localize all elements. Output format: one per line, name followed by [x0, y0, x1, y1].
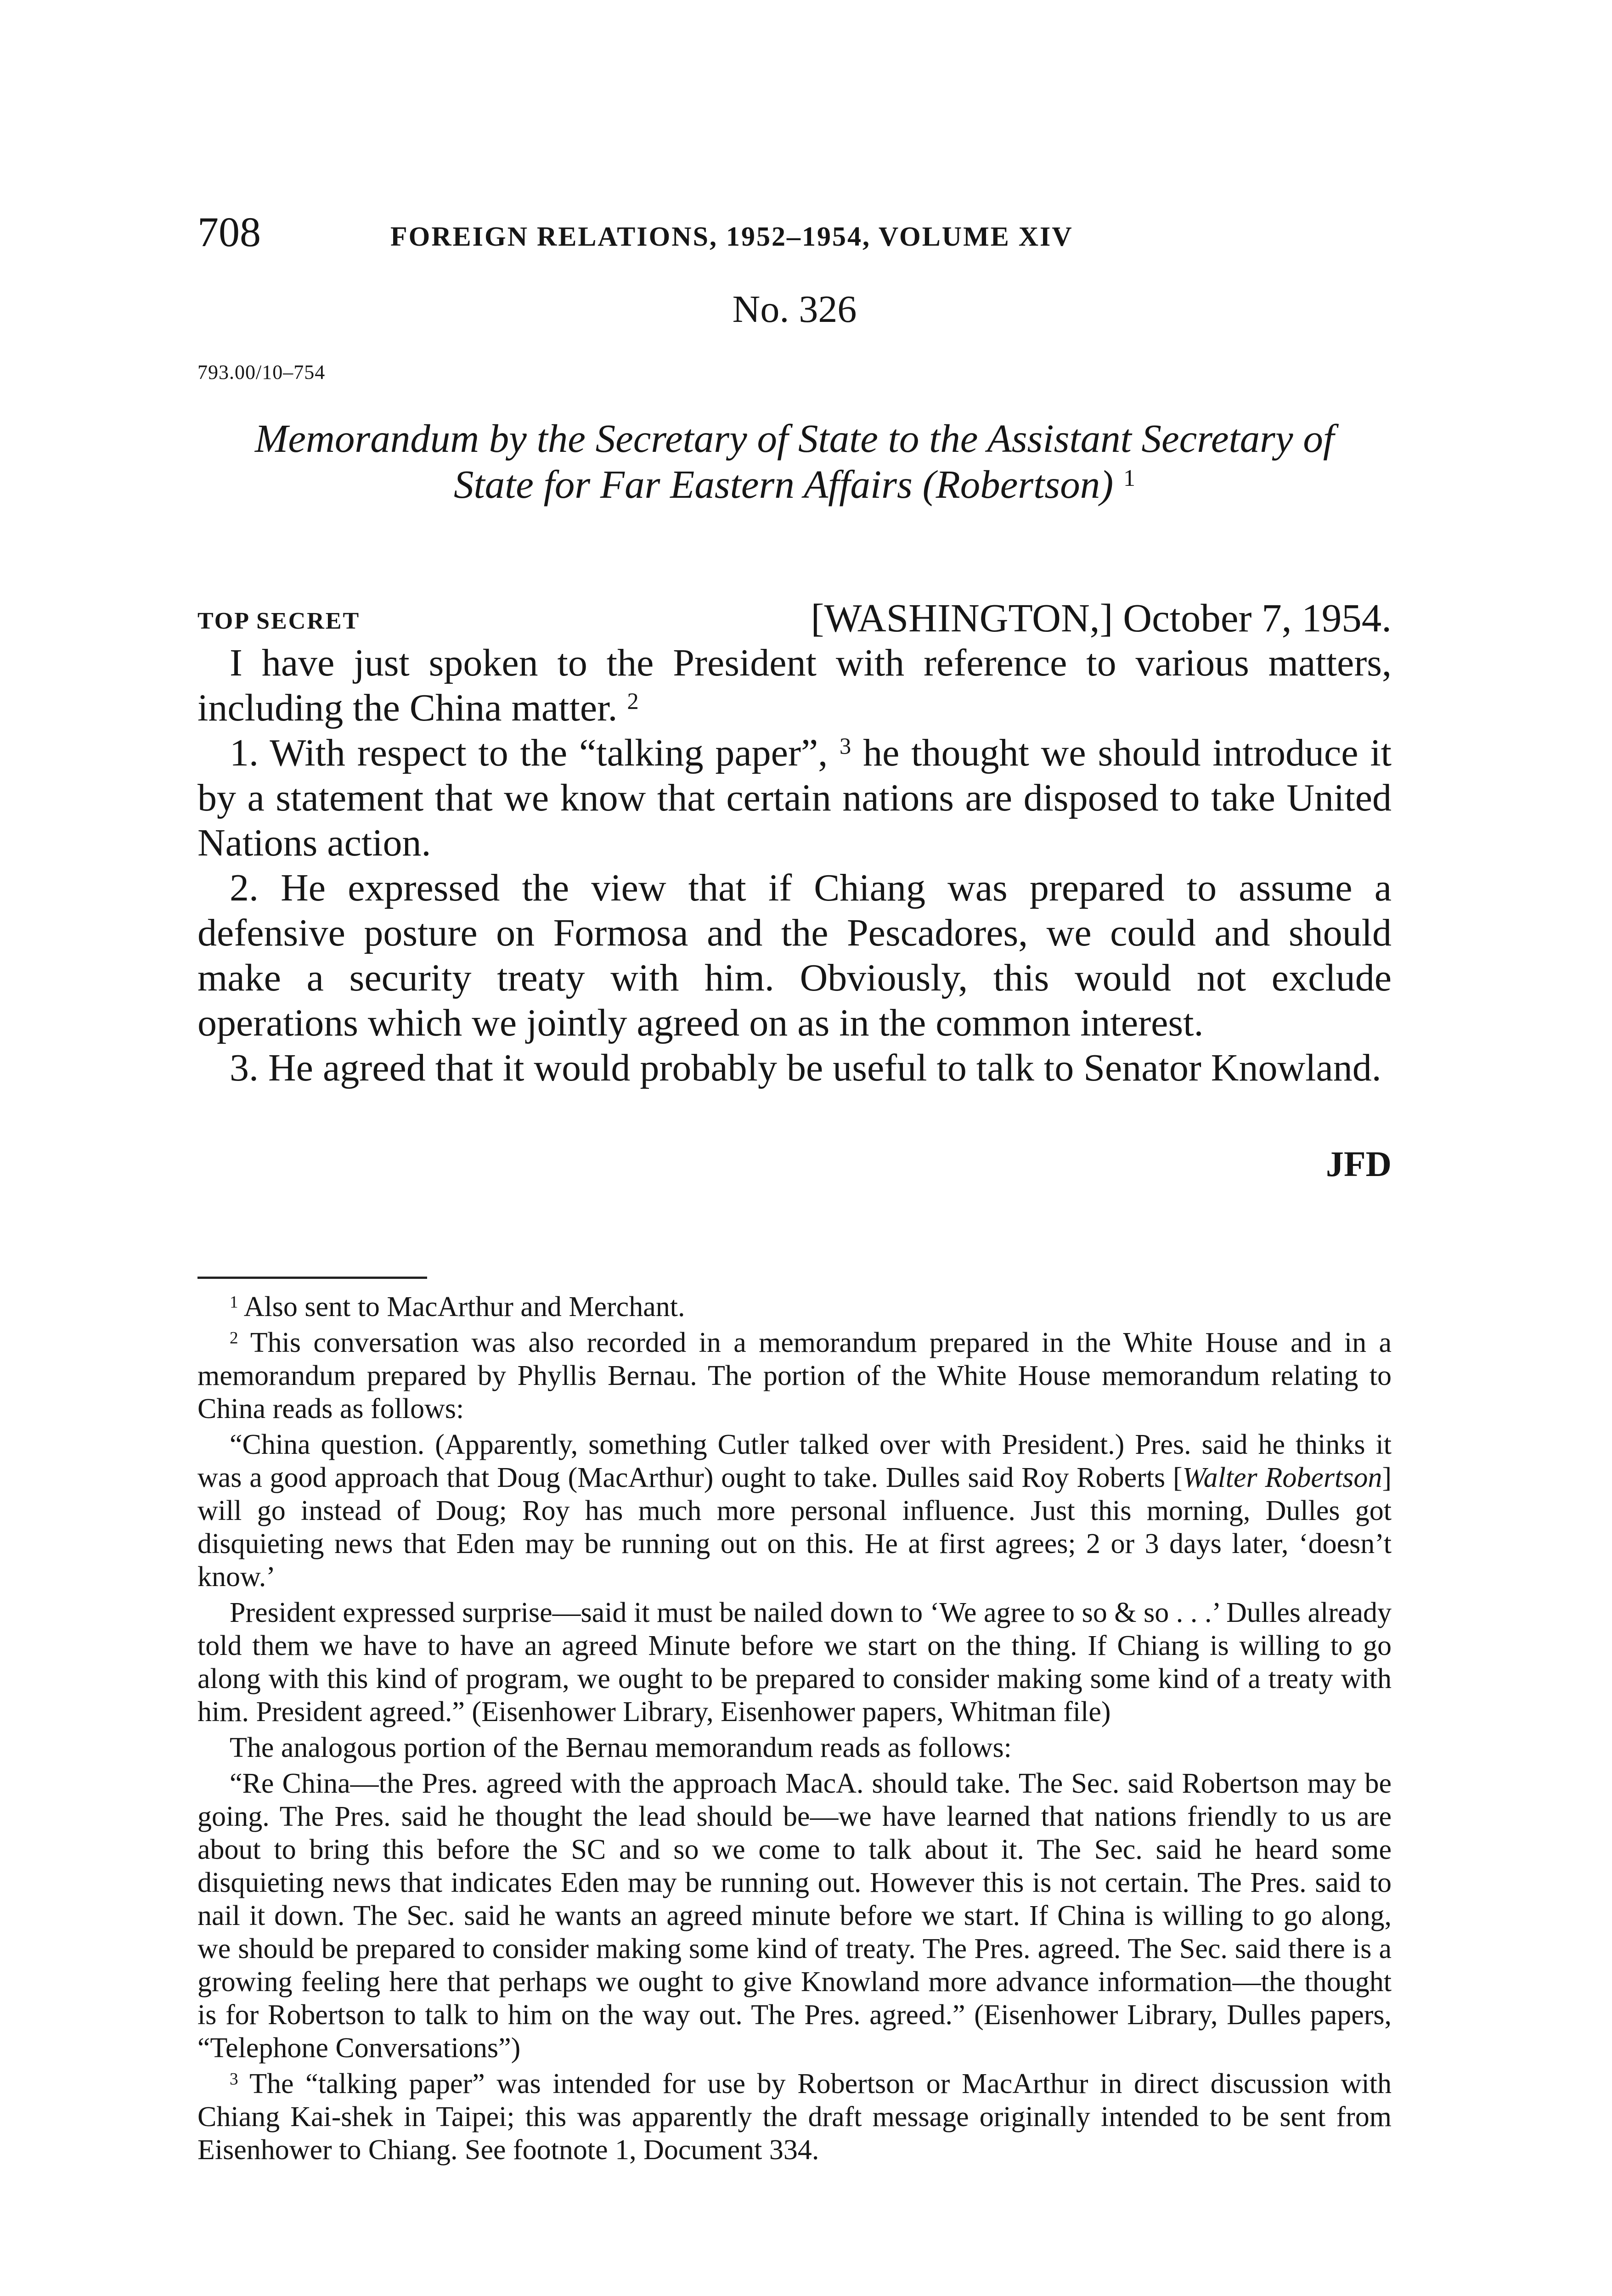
footnote-text: The “talking paper” was intended for use by Robertson or MacArthur in direct discussion with Chiang Kai-shek in Taipei; this was apparently the draft message originally intended to be sent from Eisenhower to Chiang. See footnote 1, Document 334. — [197, 2068, 1392, 2166]
footnote-mark: 1 — [230, 1293, 238, 1312]
title-line-2-text: State for Far Eastern Affairs (Robertson) — [453, 462, 1114, 506]
body-paragraph: 3. He agreed that it would probably be useful to talk to Senator Knowland. — [230, 1047, 1381, 1089]
footnote-2-quote: “Re China—the Pres. agreed with the approach MacA. should take. The Sec. said Robertson may be going. The Pres. said he thought the lead should be—we have learned that nations friendly to us are about to bring this before the SC and so we come to talk about it. The Sec. said he heard some disquieting news that indicates Eden may be running out. However this is not certain. The Pres. said to nail it down. The Sec. said he wants an agreed minute before we start. If China is willing to go along, we should be prepared to consider making some kind of treaty. The Pres. agreed. The Sec. said there is a growing feeling here that perhaps we ought to give Knowland more advance information—the thought is for Robertson to talk to him on the way out. The Pres. agreed.” (Eisenhower Library, Dulles papers, “Telephone Conversations”) — [197, 1768, 1392, 2064]
footnote-2 — [197, 1326, 1392, 1425]
running-title: FOREIGN RELATIONS, 1952–1954, VOLUME XIV — [390, 221, 1073, 252]
memo-body — [197, 641, 1392, 1091]
classification-line — [197, 595, 1392, 641]
title-footnote-ref[interactable]: 1 — [1123, 464, 1136, 491]
classification-label: TOP SECRET — [197, 608, 361, 634]
quote-text: “China question. (Apparently, something Cutler talked over with President.) Pres. said he thinks it was a good approach that Doug (MacArthur) ought to take. Dulles said Roy Roberts [ — [197, 1429, 1392, 1493]
footnote-2-quote — [197, 1428, 1392, 1593]
file-number: 793.00/10–754 — [197, 361, 326, 383]
page-number: 708 — [197, 208, 261, 255]
running-head — [197, 207, 1392, 257]
title-line-1: Memorandum by the Secretary of State to the Assistant Secretary of — [254, 416, 1335, 461]
body-paragraph: 2. He expressed the view that if Chiang was prepared to assume a defensive posture on Formosa and the Pescadores, we could and should make a security treaty with him. Obviously, this would not exclude operations which we jointly agreed on as in the common interest. — [197, 867, 1392, 1044]
footnote-2-quote: President expressed surprise—said it must be nailed down to ‘We agree to so & so . . .’ Dulles already told them we have to have an agreed Minute before we start on the thing. If Chiang is willing to go along with this kind of program, we ought to be prepared to consider making some kind of a treaty with him. President agreed.” (Eisenhower Library, Eisenhower papers, Whitman file) — [197, 1597, 1392, 1728]
body-paragraph — [197, 641, 1392, 731]
footnote-text: This conversation was also recorded in a memorandum prepared in the White House and in a memorandum prepared by Phyllis Bernau. The portion of the White House memorandum relating to China reads as follows: — [197, 1327, 1392, 1424]
footnote-3 — [197, 2067, 1392, 2167]
footnote-ref[interactable]: 3 — [840, 733, 851, 759]
footnote-ref[interactable]: 2 — [627, 688, 639, 714]
footnotes — [197, 1290, 1392, 2169]
document-number: No. 326 — [732, 288, 857, 331]
footnote-mark: 2 — [230, 1328, 238, 1348]
quote-italic-text: Walter Robertson — [1182, 1462, 1382, 1493]
footnote-1 — [197, 1290, 1392, 1323]
body-paragraph — [197, 731, 1392, 866]
place-date: [WASHINGTON,] October 7, 1954. — [811, 596, 1392, 640]
signature-initials: JFD — [1326, 1144, 1392, 1184]
footnote-2-text: The analogous portion of the Bernau memorandum reads as follows: — [230, 1732, 1012, 1763]
footnote-mark: 3 — [230, 2070, 238, 2089]
document-title — [197, 416, 1392, 507]
title-line-2 — [197, 461, 1392, 507]
quote-text: ] will go instead of Doug; Roy has much more personal influence. Just this morning, Dulles got disquieting news that Eden may be running out on this. He at first agrees; 2 or 3 days later, ‘doesn’t know.’ — [197, 1462, 1392, 1593]
footnote-rule — [197, 1277, 427, 1279]
paragraph-text: I have just spoken to the President with reference to various matters, including the China matter. — [197, 642, 1392, 729]
paragraph-text: he thought we should introduce it by a statement that we know that certain nations are disposed to take United Nations action. — [197, 732, 1392, 864]
paragraph-text: 1. With respect to the “talking paper”, — [230, 732, 828, 774]
footnote-text: Also sent to MacArthur and Merchant. — [243, 1291, 685, 1322]
